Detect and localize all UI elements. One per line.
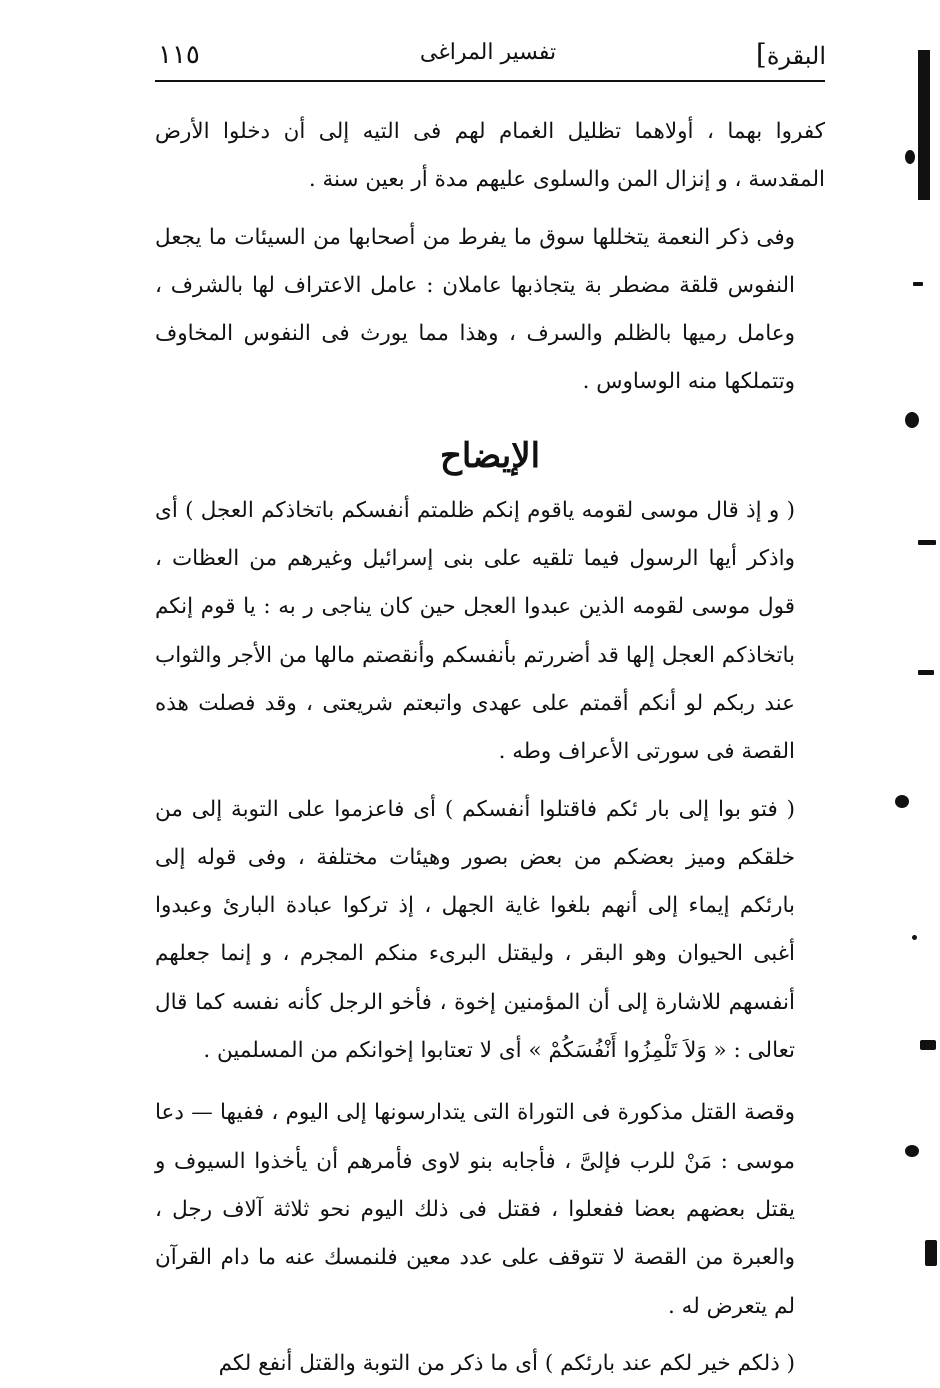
scan-speck — [912, 935, 917, 940]
paragraph: كفروا بهما ، أولاهما تظليل الغمام لهم فى التيه إلى أن دخلوا الأرض المقدسة ، و إنزال المن والسلوى عليهم مدة أر بعين سنة . — [155, 119, 825, 193]
scan-speck — [895, 795, 909, 808]
scan-speck — [920, 1040, 936, 1050]
body-text — [155, 108, 825, 1388]
book-title: تفسير المراغى — [419, 40, 557, 65]
scan-speck — [918, 540, 936, 545]
paragraph: ( و إذ قال موسى لقومه ياقوم إنكم ظلمتم أنفسكم باتخاذكم العجل ) أى واذكر أيها الرسول فيما تلقيه على بنى إسرائيل وغيرهم من العظات ، قول موسى لقومه الذين عبدوا العجل حين كان يناجى ر به : يا قوم إنكم باتخاذكم العجل إلها قد أضررتم بأنفسكم وأنقصتم مالها من الأجر والثواب عند ربكم لو أنكم أقمتم على عهدى واتبعتم شريعتى ، وقد فصلت هذه القصة فى سورتى الأعراف وطه . — [155, 497, 795, 765]
scan-speck — [918, 670, 934, 675]
paragraph: وفى ذكر النعمة يتخللها سوق ما يفرط من أصحابها من السيئات ما يجعل النفوس قلقة مضطر بة يتجاذبها عاملان : عامل الاعتراف لها بالشرف ، وعامل رميها بالظلم والسرف ، وهذا مما يورث فى النفوس المخاوف وتتملكها منه الوساوس . — [155, 224, 795, 395]
paragraph: وقصة القتل مذكورة فى التوراة التى يتدارسونها إلى اليوم ، ففيها — دعا موسى : مَنْ للرب فإلىَّ ، فأجابه بنو لاوى فأمرهم أن يأخذوا السيوف و يقتل بعضهم بعضا ففعلوا ، فقتل فى ذلك اليوم نحو ثلاثة آلاف رجل ، والعبرة من القصة لا تتوقف على عدد معين فلنمسك عنه ما دام القرآن لم يتعرض له . — [155, 1100, 795, 1319]
scan-speck — [905, 150, 915, 164]
scan-speck — [925, 1240, 937, 1266]
surah-name: البقرة] — [755, 38, 826, 71]
scan-edge-mark — [918, 50, 930, 200]
section-heading: الإيضاح — [439, 435, 541, 476]
paragraph: ( ذلكم خير لكم عند بارئكم ) أى ما ذكر من التوبة والقتل أنفع لكم — [218, 1350, 795, 1376]
header-rule — [155, 80, 825, 82]
page-header — [150, 34, 826, 78]
scan-speck — [905, 1145, 919, 1157]
scan-speck — [905, 412, 919, 428]
scan-speck — [913, 282, 923, 286]
paragraph: ( فتو بوا إلى بار ئكم فاقتلوا أنفسكم ) أى فاعزموا على التوبة إلى من خلقكم وميز بعضكم من بعض بصور وهيئات مختلفة ، وفى قوله إلى بارئكم إيماء إلى أنهم بلغوا غاية الجهل ، إذ تركوا عبادة البارئ وعبدوا أغبى الحيوان وهو البقر ، وليقتل البرىء منكم المجرم ، و إنما جعلهم أنفسهم للاشارة إلى أن المؤمنين إخوة ، فأخو الرجل كأنه نفسه كما قال تعالى : « وَلاَ تَلْمِزُوا أَنْفُسَكُمْ » أى لا تعتابوا إخوانكم من المسلمين . — [155, 796, 795, 1064]
page-number: ١١٥ — [158, 40, 200, 70]
